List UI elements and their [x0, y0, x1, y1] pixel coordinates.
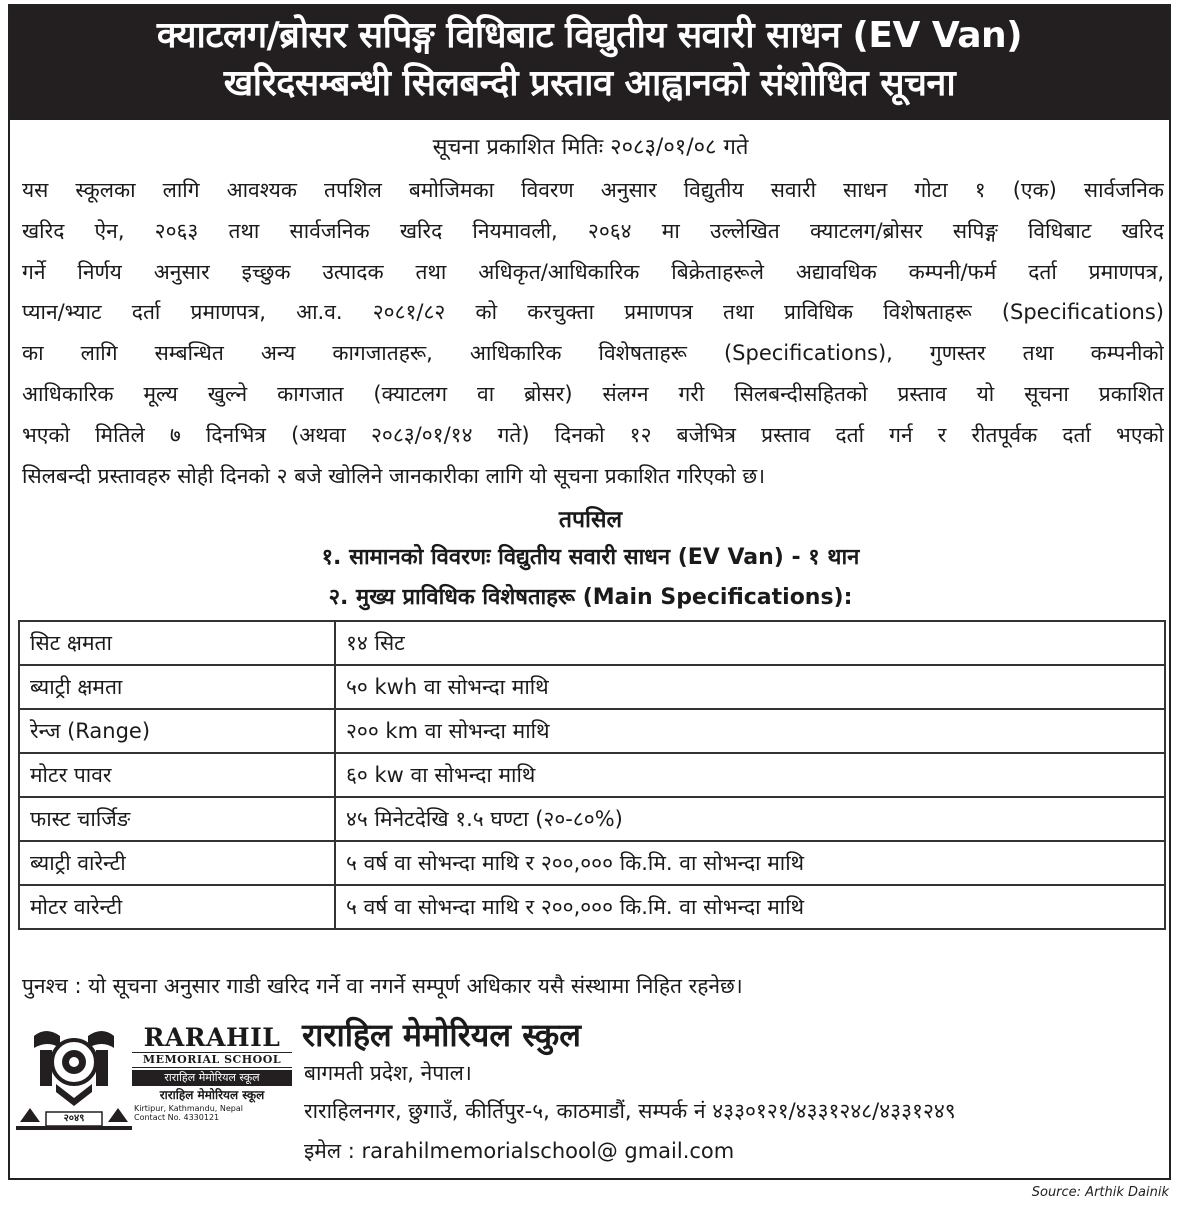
spec-label: मोटर वारेन्टी	[19, 885, 335, 929]
logo-name-english: RARAHIL	[143, 1023, 281, 1052]
source-credit: Source: Arthik Dainik	[1031, 1185, 1169, 1200]
spec-value: ५ वर्ष वा सोभन्दा माथि र २००,००० कि.मि. वा सोभन्दा माथि	[335, 841, 1165, 885]
spec-label: रेन्ज (Range)	[19, 709, 335, 753]
item-description: १. सामानको विवरणः विद्युतीय सवारी साधन (EV Van) - १ थान	[321, 545, 860, 570]
school-province: बागमती प्रदेश, नेपाल।	[304, 1061, 472, 1085]
body-line: प्यान/भ्याट दर्ता प्रमाणपत्र, आ.व. २०८१/८२ को करचुक्ता प्रमाणपत्र तथा प्राविधिक विशेषताहरू (Specifications)	[22, 300, 1164, 325]
school-logo-emblem	[16, 1022, 132, 1132]
body-line: खरिद ऐन, २०६३ तथा सार्वजनिक खरिद नियमावली, २०६४ मा उल्लेखित क्याटलग/ब्रोसर सपिङ्ग विधिबाट खरिद	[22, 218, 1164, 243]
body-line: भएको मितिले ७ दिनभित्र (अथवा २०८३/०१/१४ गते) दिनको १२ बजेभित्र प्रस्ताव दर्ता गर्न र रीतपूर्वक दर्ता भएको	[22, 422, 1164, 447]
school-logo-wordmark	[132, 1024, 292, 1122]
spec-value: १४ सिट	[335, 621, 1165, 665]
table-row	[19, 797, 1165, 841]
logo-address: Kirtipur, Kathmandu, Nepal	[134, 1104, 243, 1113]
spec-label: सिट क्षमता	[19, 621, 335, 665]
logo-name-nepali: राराहिल मेमोरियल स्कूल	[159, 1088, 265, 1102]
school-address-contact: राराहिलनगर, छुगाउँ, कीर्तिपुर-५, काठमाडौं, सम्पर्क नं ४३३०१२१/४३३१२४८/४३३१२४९	[304, 1099, 956, 1123]
table-row	[19, 665, 1165, 709]
table-row	[19, 885, 1165, 929]
published-date: सूचना प्रकाशित मितिः २०८३/०१/०८ गते	[432, 135, 749, 160]
spec-label: फास्ट चार्जिङ	[19, 797, 335, 841]
spec-value: २०० km वा सोभन्दा माथि	[335, 709, 1165, 753]
spec-label: मोटर पावर	[19, 753, 335, 797]
school-email: इमेल : rarahilmemorialschool@ gmail.com	[304, 1139, 735, 1163]
logo-year: २०४९	[63, 1113, 85, 1124]
body-line: आधिकारिक मूल्य खुल्ने कागजात (क्याटलग वा ब्रोसर) संलग्न गरी सिलबन्दीसहितको प्रस्ताव यो सूचना प्रकाशित	[22, 381, 1164, 406]
spec-value: ४५ मिनेटदेखि १.५ घण्टा (२०-८०%)	[335, 797, 1165, 841]
header-title-line-2: खरिदसम्बन्धी सिलबन्दी प्रस्ताव आह्वानको संशोधित सूचना	[223, 63, 956, 104]
postscript-note: पुनश्च : यो सूचना अनुसार गाडी खरिद गर्ने वा नगर्ने सम्पूर्ण अधिकार यसै संस्थामा निहित रहनेछ।	[22, 974, 743, 998]
body-line: गर्ने निर्णय अनुसार इच्छुक उत्पादक तथा अधिकृत/आधिकारिक बिक्रेताहरूले अद्यावधिक कम्पनी/फर्म दर्ता प्रमाणपत्र,	[22, 259, 1164, 284]
school-name: राराहिल मेमोरियल स्कुल	[302, 1016, 581, 1054]
specifications-table	[18, 620, 1166, 930]
body-line: यस स्कूलका लागि आवश्यक तपशिल बमोजिमका विवरण अनुसार विद्युतीय सवारी साधन गोटा १ (एक) सार्वजनिक	[22, 178, 1164, 202]
table-row	[19, 753, 1165, 797]
body-line: सिलबन्दी प्रस्तावहरु सोही दिनको २ बजे खोलिने जानकारीका लागि यो सूचना प्रकाशित गरिएको छ।	[22, 463, 766, 488]
spec-label: ब्याट्री वारेन्टी	[19, 841, 335, 885]
table-row	[19, 841, 1165, 885]
spec-value: ५० kwh वा सोभन्दा माथि	[335, 665, 1165, 709]
table-row	[19, 709, 1165, 753]
header-title-line-1: क्याटलग/ब्रोसर सपिङ्ग विधिबाट विद्युतीय सवारी साधन (EV Van)	[156, 15, 1023, 56]
table-row	[19, 621, 1165, 665]
logo-name-nepali-boxed: राराहिल मेमोरियल स्कूल	[132, 1070, 292, 1086]
notice-body	[22, 170, 1164, 496]
body-line: का लागि सम्बन्धित अन्य कागजातहरू, आधिकारिक विशेषताहरू (Specifications), गुणस्तर तथा कम्पनीको	[22, 341, 1164, 366]
main-specifications-heading: २. मुख्य प्राविधिक विशेषताहरू (Main Specifications):	[328, 585, 853, 610]
spec-value: ५ वर्ष वा सोभन्दा माथि र २००,००० कि.मि. वा सोभन्दा माथि	[335, 885, 1165, 929]
details-heading: तपसिल	[558, 507, 623, 533]
spec-label: ब्याट्री क्षमता	[19, 665, 335, 709]
logo-contact: Contact No. 4330121	[134, 1113, 220, 1122]
spec-value: ६० kw वा सोभन्दा माथि	[335, 753, 1165, 797]
logo-subtitle: MEMORIAL SCHOOL	[132, 1052, 292, 1068]
